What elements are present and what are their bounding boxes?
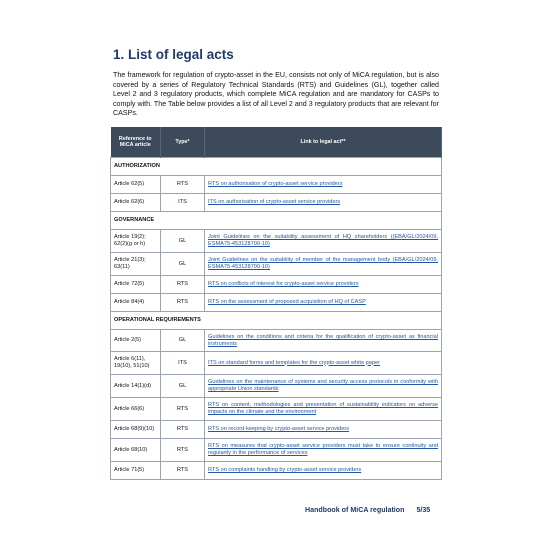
footer-title: Handbook of MiCA regulation xyxy=(305,506,405,514)
cell-type: RTS xyxy=(161,176,205,194)
cell-type: GL xyxy=(161,230,205,253)
legal-act-link[interactable]: Guidelines on the conditions and criteria for the qualification of crypto-asset as financial instruments xyxy=(208,333,438,347)
table-row xyxy=(111,276,442,294)
table-row xyxy=(111,230,442,253)
legal-act-link[interactable]: Joint Guidelines on the suitability assessment of HQ shareholders ((EBA/GL/2024/09, ESMA75-453128700-10) xyxy=(208,234,438,247)
header-type: Type* xyxy=(161,127,205,158)
cell-type: RTS xyxy=(161,462,205,480)
cell-type: RTS xyxy=(161,398,205,421)
cell-article: Article 2(5) xyxy=(111,330,161,352)
cell-article: Article 6(11), 19(10), 51(10) xyxy=(111,352,161,375)
cell-type: RTS xyxy=(161,294,205,312)
cell-article: Article 71(5) xyxy=(111,462,161,480)
cell-article: Article 62(6) xyxy=(111,194,161,212)
intro-paragraph: The framework for regulation of crypto-asset in the EU, consists not only of MiCA regulation, but is also covered by a series of Regulatory Technical Standards (RTS) and Guidelines (GL), together called Level 2 and 3 regulatory products, which complete MiCA regulation and are mandatory for CASPs to comply with. The Table below provides a list of all Level 2 and 3 regulatory products that are relevant for CASPs. xyxy=(113,71,439,118)
cell-type: RTS xyxy=(161,421,205,439)
page-number: 5/35 xyxy=(416,506,431,514)
header-link: Link to legal act** xyxy=(205,127,442,158)
cell-type: ITS xyxy=(161,352,205,375)
legal-act-link[interactable]: RTS on authorisation of crypto-asset service providers xyxy=(208,181,343,188)
cell-article: Article 19(2); 62(2)(g or h) xyxy=(111,230,161,253)
cell-article: Article 66(6) xyxy=(111,398,161,421)
cell-type: RTS xyxy=(161,439,205,462)
legal-act-link[interactable]: Guidelines on the maintenance of systems and security access protocols in conformity with appropriate Union standards xyxy=(208,379,438,392)
legal-act-link[interactable]: RTS on the assessment of proposed acquisition of HQ of CASP xyxy=(208,299,366,306)
cell-article: Article 84(4) xyxy=(111,294,161,312)
table-row xyxy=(111,421,442,439)
table-row xyxy=(111,194,442,212)
legal-act-link[interactable]: RTS on content, methodologies and presentation of sustainability indicators on adverse impacts on the climate and the environment xyxy=(208,402,438,415)
cell-article: Article 14(1)(d) xyxy=(111,375,161,398)
section-governance: GOVERNANCE xyxy=(111,212,442,230)
header-article: Reference to MiCA article xyxy=(111,127,161,158)
page-title: 1. List of legal acts xyxy=(113,47,234,62)
legal-act-link[interactable]: ITS on authorisation of crypto-asset service providers xyxy=(208,199,341,206)
cell-type: GL xyxy=(161,330,205,352)
section-row xyxy=(111,212,442,230)
section-row xyxy=(111,158,442,176)
legal-act-link[interactable]: Joint Guidelines on the suitability of member of the management body (EBA/GL/2024/09, ESMA75-453128700-10) xyxy=(208,257,438,270)
legal-act-link[interactable]: RTS on complaints handling by crypto-asset service providers xyxy=(208,467,362,474)
cell-type: ITS xyxy=(161,194,205,212)
legal-acts-table xyxy=(110,127,442,480)
cell-article: Article 68(9)(10) xyxy=(111,421,161,439)
table-row xyxy=(111,352,442,375)
legal-act-link[interactable]: ITS on standard forms and templates for the crypto-asset white paper xyxy=(208,359,380,366)
cell-article: Article 21(3); 63(11) xyxy=(111,253,161,276)
table-row xyxy=(111,330,442,352)
page-footer xyxy=(305,506,430,514)
table-row xyxy=(111,439,442,462)
table-row xyxy=(111,398,442,421)
table-row xyxy=(111,253,442,276)
table-row xyxy=(111,176,442,194)
section-operational-requirements: OPERATIONAL REQUIREMENTS xyxy=(111,312,442,330)
section-authorization: AUTHORIZATION xyxy=(111,158,442,176)
cell-article: Article 68(10) xyxy=(111,439,161,462)
table-row xyxy=(111,375,442,398)
cell-article: Article 72(5) xyxy=(111,276,161,294)
table-row xyxy=(111,462,442,480)
table-row xyxy=(111,294,442,312)
legal-act-link[interactable]: RTS on measures that crypto-asset service providers must take to ensure continuity and regularity in the performance of services xyxy=(208,443,438,456)
section-row xyxy=(111,312,442,330)
table-header-row xyxy=(111,127,442,158)
legal-act-link[interactable]: RTS on record-keeping by crypto-asset service providers xyxy=(208,426,350,433)
cell-type: RTS xyxy=(161,276,205,294)
legal-act-link[interactable]: RTS on conflicts of interest for crypto-asset service providers xyxy=(208,281,359,288)
cell-type: GL xyxy=(161,375,205,398)
cell-article: Article 62(5) xyxy=(111,176,161,194)
cell-type: GL xyxy=(161,253,205,276)
